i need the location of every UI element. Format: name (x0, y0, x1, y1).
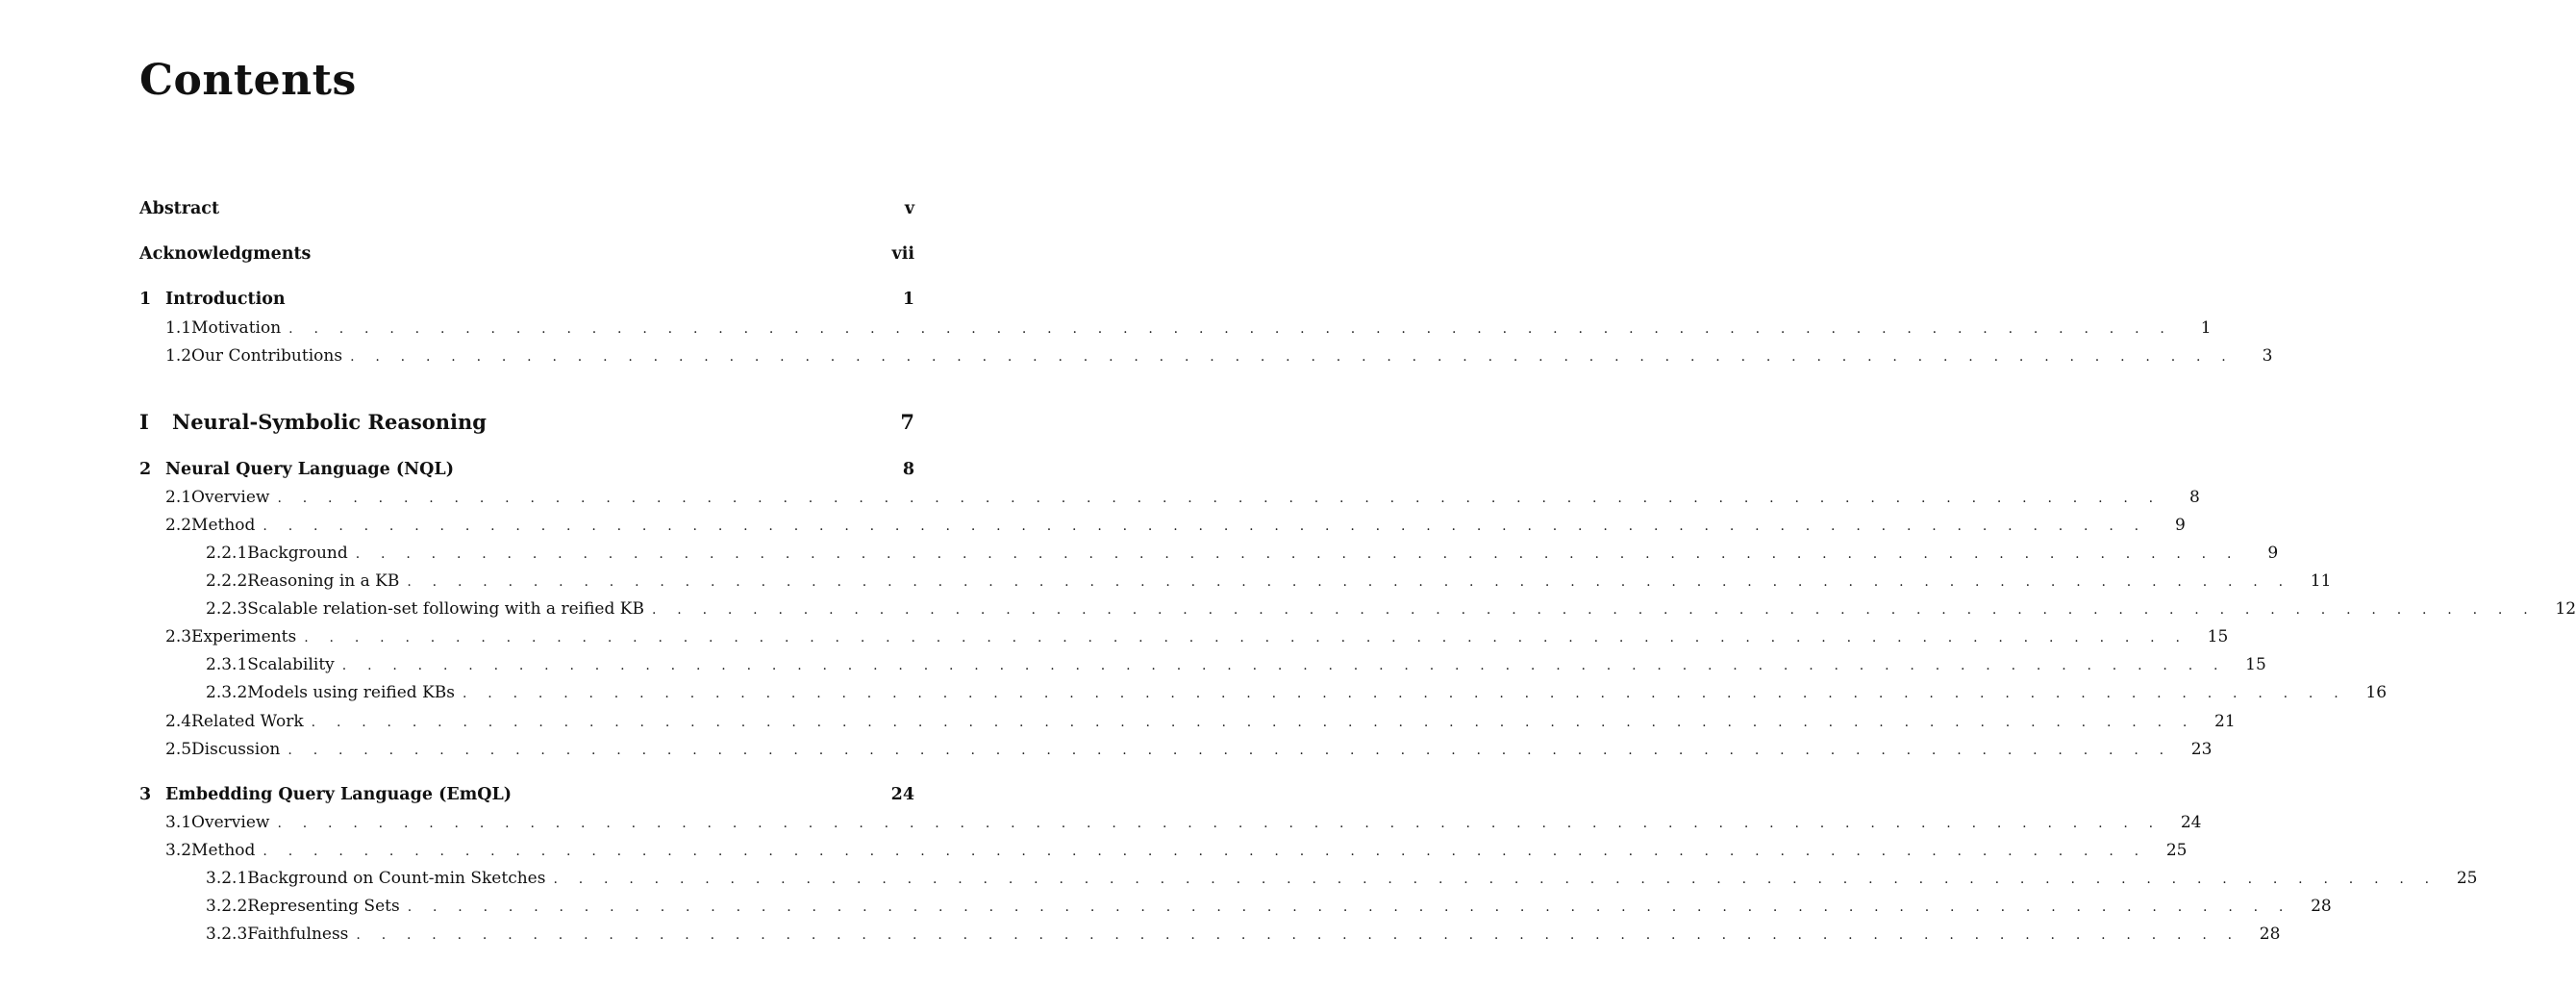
toc-section-2-5[interactable] (165, 740, 2213, 759)
toc-section-number: 1.1 (165, 318, 192, 338)
toc-entry-acknowledgments[interactable] (139, 244, 914, 264)
toc-chapter-number: 2 (139, 460, 152, 479)
toc-section-page: 3 (2262, 346, 2273, 366)
toc-subsection-page: 28 (2259, 925, 2281, 944)
toc-section-2-4[interactable] (165, 712, 2236, 731)
toc-chapter-page: 8 (902, 460, 914, 479)
toc-subsection-page: 15 (2245, 655, 2266, 674)
toc-section-label: Motivation (191, 318, 282, 338)
toc-part-label: Neural-Symbolic Reasoning (172, 410, 487, 434)
toc-chapter-page: 24 (890, 785, 914, 804)
toc-section-page: 15 (2207, 627, 2229, 646)
toc-subsection-label: Background (247, 544, 348, 563)
toc-subsection-label: Representing Sets (247, 897, 400, 916)
toc-subsection-number: 3.2.1 (206, 869, 248, 888)
toc-chapter-label: Neural Query Language (NQL) (165, 460, 454, 479)
toc-subsection-number: 2.2.2 (206, 571, 248, 591)
toc-leader-dots: . . . . . . . . . . . . . . . . . . . . . . . . . . . . . . . . . . . . . . . . . . . . . . . . . . . . . . . . . . . . . . . . . . . . . . . . . . . (463, 686, 2347, 701)
toc-section-1-2[interactable] (165, 346, 2273, 366)
toc-leader-dots: . . . . . . . . . . . . . . . . . . . . . . . . . . . . . . . . . . . . . . . . . . . . . . . . . . . . . . . . . . . . . . . . . . . . . . . . . . . (651, 602, 2537, 618)
toc-entry-label: Abstract (139, 199, 220, 218)
toc-subsection-label: Faithfulness (247, 925, 349, 944)
toc-leader-dots: . . . . . . . . . . . . . . . . . . . . . . . . . . . . . . . . . . . . . . . . . . . . . . . . . . . . . . . . . . . . . . . . . . . . . . . . . . . (263, 519, 2147, 534)
toc-subsection-page: 9 (2267, 544, 2279, 563)
toc-chapter-page: 1 (902, 290, 914, 309)
toc-subsection-3-2-3[interactable] (206, 925, 2281, 944)
toc-subsection-number: 2.2.1 (206, 544, 248, 563)
toc-subsection-2-2-1[interactable] (206, 544, 2279, 563)
toc-subsection-2-2-3[interactable] (206, 599, 2576, 619)
toc-leader-dots: . . . . . . . . . . . . . . . . . . . . . . . . . . . . . . . . . . . . . . . . . . . . . . . . . . . . . . . . . . . . . . . . . . . . . . . . . . . (304, 630, 2188, 646)
toc-chapter-2[interactable] (139, 460, 914, 479)
toc-section-number: 2.2 (165, 516, 192, 535)
toc-section-page: 24 (2180, 813, 2202, 832)
toc-subsection-number: 2.2.3 (206, 599, 248, 619)
toc-section-number: 2.4 (165, 712, 192, 731)
toc-section-number: 2.5 (165, 740, 192, 759)
toc-section-label: Method (191, 841, 256, 860)
toc-subsection-label: Models using reified KBs (247, 683, 455, 702)
toc-section-label: Related Work (191, 712, 304, 731)
toc-subsection-number: 3.2.3 (206, 925, 248, 944)
toc-section-3-2[interactable] (165, 841, 2188, 860)
toc-subsection-page: 28 (2311, 897, 2332, 916)
toc-chapter-number: 1 (139, 290, 152, 309)
toc-chapter-number: 3 (139, 785, 152, 804)
toc-entry-page: v (904, 199, 914, 218)
toc-subsection-3-2-2[interactable] (206, 897, 2332, 916)
toc-chapter-label: Embedding Query Language (EmQL) (165, 785, 513, 804)
toc-entry-abstract[interactable] (139, 199, 914, 218)
toc-leader-dots: . . . . . . . . . . . . . . . . . . . . . . . . . . . . . . . . . . . . . . . . . . . . . . . . . . . . . . . . . . . . . . . . . . . . . . . . . . . (553, 872, 2438, 887)
toc-section-label: Overview (191, 488, 270, 507)
toc-section-2-2[interactable] (165, 516, 2186, 535)
toc-part-number: I (139, 410, 149, 434)
toc-leader-dots: . . . . . . . . . . . . . . . . . . . . . . . . . . . . . . . . . . . . . . . . . . . . . . . . . . . . . . . . . . . . . . . . . . . . . . . . . . . (277, 816, 2162, 831)
toc-section-2-1[interactable] (165, 488, 2200, 507)
toc-leader-dots: . . . . . . . . . . . . . . . . . . . . . . . . . . . . . . . . . . . . . . . . . . . . . . . . . . . . . . . . . . . . . . . . . . . . . . . . . . . (341, 658, 2227, 673)
toc-chapter-3[interactable] (139, 785, 914, 804)
toc-subsection-2-3-2[interactable] (206, 683, 2388, 702)
toc-subsection-page: 16 (2365, 683, 2388, 702)
toc-section-3-1[interactable] (165, 813, 2202, 832)
toc-section-label: Method (191, 516, 256, 535)
toc-chapter-1[interactable] (139, 290, 914, 309)
toc-section-page: 21 (2214, 712, 2236, 731)
toc-section-number: 3.1 (165, 813, 192, 832)
toc-section-page: 25 (2165, 841, 2188, 860)
toc-section-number: 2.3 (165, 627, 192, 646)
toc-section-label: Overview (191, 813, 270, 832)
toc-leader-dots: . . . . . . . . . . . . . . . . . . . . . . . . . . . . . . . . . . . . . . . . . . . . . . . . . . . . . . . . . . . . . . . . . . . . . . . . . . . (356, 927, 2240, 943)
toc-subsection-page: 12 (2555, 599, 2576, 619)
toc-section-page: 9 (2174, 516, 2186, 535)
toc-entry-page: vii (891, 244, 914, 264)
toc-leader-dots: . . . . . . . . . . . . . . . . . . . . . . . . . . . . . . . . . . . . . . . . . . . . . . . . . . . . . . . . . . . . . . . . . . . . . . . . . . . (350, 349, 2235, 365)
toc-subsection-number: 2.3.1 (206, 655, 248, 674)
toc-section-number: 2.1 (165, 488, 192, 507)
toc-section-number: 1.2 (165, 346, 192, 366)
toc-leader-dots: . . . . . . . . . . . . . . . . . . . . . . . . . . . . . . . . . . . . . . . . . . . . . . . . . . . . . . . . . . . . . . . . . . . . . . . . . . . (277, 491, 2162, 506)
toc-subsection-number: 2.3.2 (206, 683, 248, 702)
toc-subsection-label: Scalability (247, 655, 335, 674)
page-title: Contents (139, 56, 357, 105)
toc-subsection-2-3-1[interactable] (206, 655, 2266, 674)
toc-subsection-label: Reasoning in a KB (247, 571, 400, 591)
toc-subsection-number: 3.2.2 (206, 897, 248, 916)
toc-section-label: Discussion (191, 740, 281, 759)
toc-section-page: 8 (2189, 488, 2200, 507)
toc-leader-dots: . . . . . . . . . . . . . . . . . . . . . . . . . . . . . . . . . . . . . . . . . . . . . . . . . . . . . . . . . . . . . . . . . . . . . . . . . . . (355, 546, 2240, 562)
toc-subsection-page: 11 (2310, 571, 2332, 591)
toc-leader-dots: . . . . . . . . . . . . . . . . . . . . . . . . . . . . . . . . . . . . . . . . . . . . . . . . . . . . . . . . . . . . . . . . . . . . . . . . . . . (311, 715, 2196, 730)
toc-section-label: Experiments (191, 627, 297, 646)
toc-subsection-3-2-1[interactable] (206, 869, 2478, 888)
toc-section-2-3[interactable] (165, 627, 2229, 646)
toc-subsection-2-2-2[interactable] (206, 571, 2332, 591)
toc-entry-label: Acknowledgments (139, 244, 312, 264)
toc-leader-dots: . . . . . . . . . . . . . . . . . . . . . . . . . . . . . . . . . . . . . . . . . . . . . . . . . . . . . . . . . . . . . . . . . . . . . . . . . . . (288, 321, 2173, 337)
toc-section-1-1[interactable] (165, 318, 2212, 338)
toc-leader-dots: . . . . . . . . . . . . . . . . . . . . . . . . . . . . . . . . . . . . . . . . . . . . . . . . . . . . . . . . . . . . . . . . . . . . . . . . . . . (288, 743, 2172, 758)
toc-section-page: 23 (2190, 740, 2213, 759)
toc-section-number: 3.2 (165, 841, 192, 860)
toc-leader-dots: . . . . . . . . . . . . . . . . . . . . . . . . . . . . . . . . . . . . . . . . . . . . . . . . . . . . . . . . . . . . . . . . . . . . . . . . . . . (407, 574, 2291, 590)
toc-leader-dots: . . . . . . . . . . . . . . . . . . . . . . . . . . . . . . . . . . . . . . . . . . . . . . . . . . . . . . . . . . . . . . . . . . . . . . . . . . . (263, 844, 2147, 859)
toc-subsection-label: Scalable relation-set following with a reified KB (247, 599, 644, 619)
toc-section-label: Our Contributions (191, 346, 343, 366)
toc-section-page: 1 (2200, 318, 2212, 338)
toc-chapter-label: Introduction (165, 290, 286, 309)
toc-part-1[interactable] (139, 410, 914, 434)
toc-subsection-label: Background on Count-min Sketches (247, 869, 546, 888)
toc-part-page: 7 (900, 410, 914, 434)
toc-leader-dots: . . . . . . . . . . . . . . . . . . . . . . . . . . . . . . . . . . . . . . . . . . . . . . . . . . . . . . . . . . . . . . . . . . . . . . . . . . . (407, 899, 2292, 915)
toc-subsection-page: 25 (2456, 869, 2478, 888)
